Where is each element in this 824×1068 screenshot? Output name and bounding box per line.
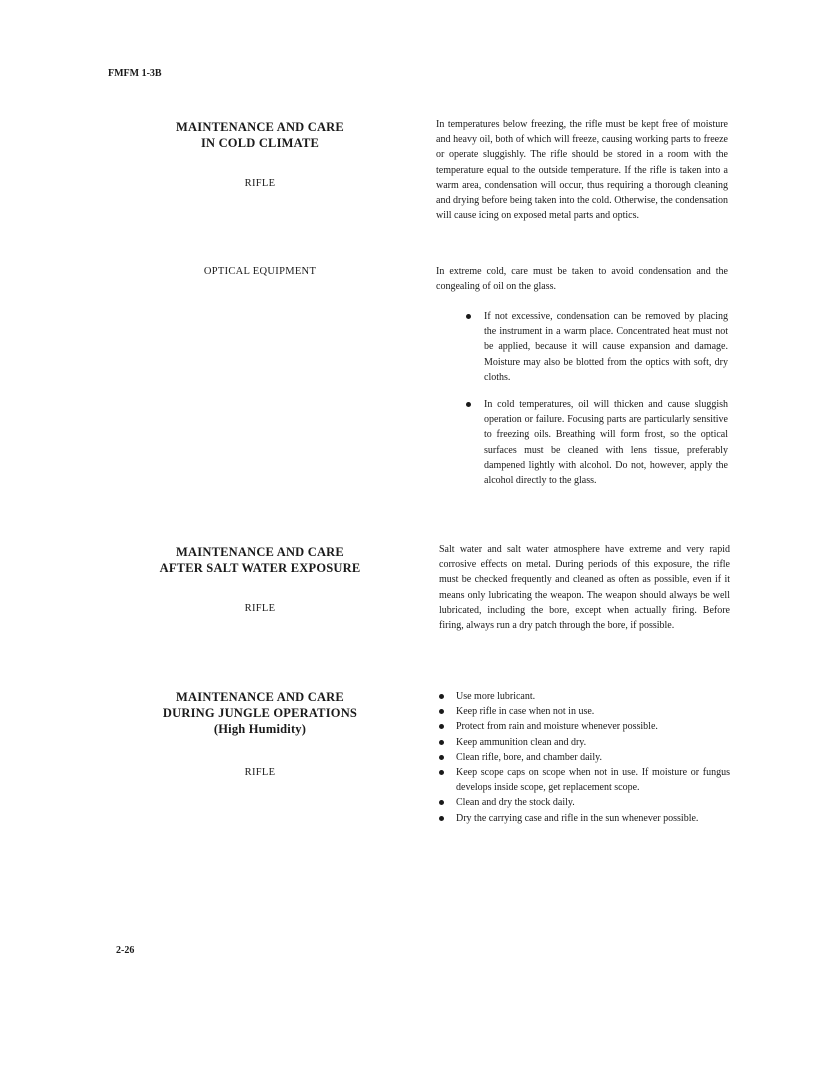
bullet-text: Keep rifle in case when not in use. xyxy=(456,706,595,718)
bullet-icon xyxy=(439,755,444,760)
bullet-text: Keep ammunition clean and dry. xyxy=(456,736,587,748)
bullet-text: If not excessive, condensation can be removed by placing the instrument in a warm place. Concentrated heat must not be applied, because it will cause expansion and damage. Moisture may also be blotted from the optics with soft, dry cloths. xyxy=(484,311,728,383)
heading-line: AFTER SALT WATER EXPOSURE xyxy=(159,561,361,575)
bullet-icon xyxy=(439,724,444,729)
bullet-text: Protect from rain and moisture whenever possible. xyxy=(456,721,658,733)
bullet-text: Dry the carrying case and rifle in the sun whenever possible. xyxy=(456,812,699,824)
bullet-icon xyxy=(439,694,444,699)
bullet-icon xyxy=(466,314,471,319)
list-item xyxy=(438,795,730,810)
bullet-icon xyxy=(439,709,444,714)
list-item xyxy=(466,309,728,385)
heading-line: MAINTENANCE AND CARE xyxy=(176,545,344,559)
jungle-bullet-list xyxy=(438,689,730,826)
optical-bullet-list xyxy=(466,309,728,500)
page-number: 2-26 xyxy=(116,945,135,956)
section-heading-jungle xyxy=(140,689,380,737)
section-heading-cold xyxy=(160,119,360,151)
bullet-text: Keep scope caps on scope when not in use. If moisture or fungus develops inside scope, get replacement scope. xyxy=(456,767,730,794)
bullet-icon xyxy=(466,402,471,407)
bullet-text: Clean rifle, bore, and chamber daily. xyxy=(456,751,602,763)
heading-line: MAINTENANCE AND CARE xyxy=(176,690,344,704)
subhead-rifle-jungle: RIFLE xyxy=(244,767,276,778)
section-heading-salt xyxy=(140,544,380,576)
heading-line: DURING JUNGLE OPERATIONS xyxy=(162,706,358,720)
list-item xyxy=(438,704,730,719)
subhead-rifle-salt: RIFLE xyxy=(244,603,276,614)
list-item xyxy=(466,397,728,488)
list-item xyxy=(438,750,730,765)
list-item xyxy=(438,765,730,795)
paragraph-rifle-cold: In temperatures below freezing, the rifle must be kept free of moisture and heavy oil, both of which will freeze, causing working parts to freeze or operate sluggishly. The rifle should be stored in a room with the temperature equal to the outside temperature. If the rifle is taken into a warm area, condensation will occur, thus requiring a thorough cleaning and drying before being taken into the cold. Otherwise, the condensation will cause icing on exposed metal parts and optics. xyxy=(436,119,728,222)
heading-line: MAINTENANCE AND CARE xyxy=(176,120,344,134)
paragraph-rifle-salt: Salt water and salt water atmosphere have extreme and very rapid corrosive effects on metal. During periods of this exposure, the rifle must be checked frequently and cleaned as often as possible, even if it means only lubricating the weapon. The weapon should always be well lubricated, including the bore, except when actually firing. Before firing, always run a dry patch through the bore, if possible. xyxy=(439,544,730,632)
bullet-icon xyxy=(439,770,444,775)
heading-line: IN COLD CLIMATE xyxy=(200,136,320,150)
heading-line: (High Humidity) xyxy=(213,722,307,736)
list-item xyxy=(438,689,730,704)
bullet-icon xyxy=(439,800,444,805)
bullet-icon xyxy=(439,740,444,745)
subhead-rifle-cold: RIFLE xyxy=(244,178,276,189)
bullet-text: Clean and dry the stock daily. xyxy=(456,797,575,809)
list-item xyxy=(438,735,730,750)
subhead-optical-equipment: OPTICAL EQUIPMENT xyxy=(203,266,317,277)
list-item xyxy=(438,719,730,734)
bullet-text: In cold temperatures, oil will thicken and cause sluggish operation or failure. Focusing parts are particularly sensitive to freezing oils. Breathing will form frost, so the optical surfaces must be cleaned with lens tissue, preferably dampened lightly with alcohol. Do not, however, apply the alcohol directly to the glass. xyxy=(484,399,728,487)
document-id: FMFM 1-3B xyxy=(108,68,162,79)
list-item xyxy=(438,811,730,826)
paragraph-optical-intro: In extreme cold, care must be taken to avoid condensation and the congealing of oil on the glass. xyxy=(436,266,728,293)
bullet-text: Use more lubricant. xyxy=(456,691,536,702)
bullet-icon xyxy=(439,816,444,821)
